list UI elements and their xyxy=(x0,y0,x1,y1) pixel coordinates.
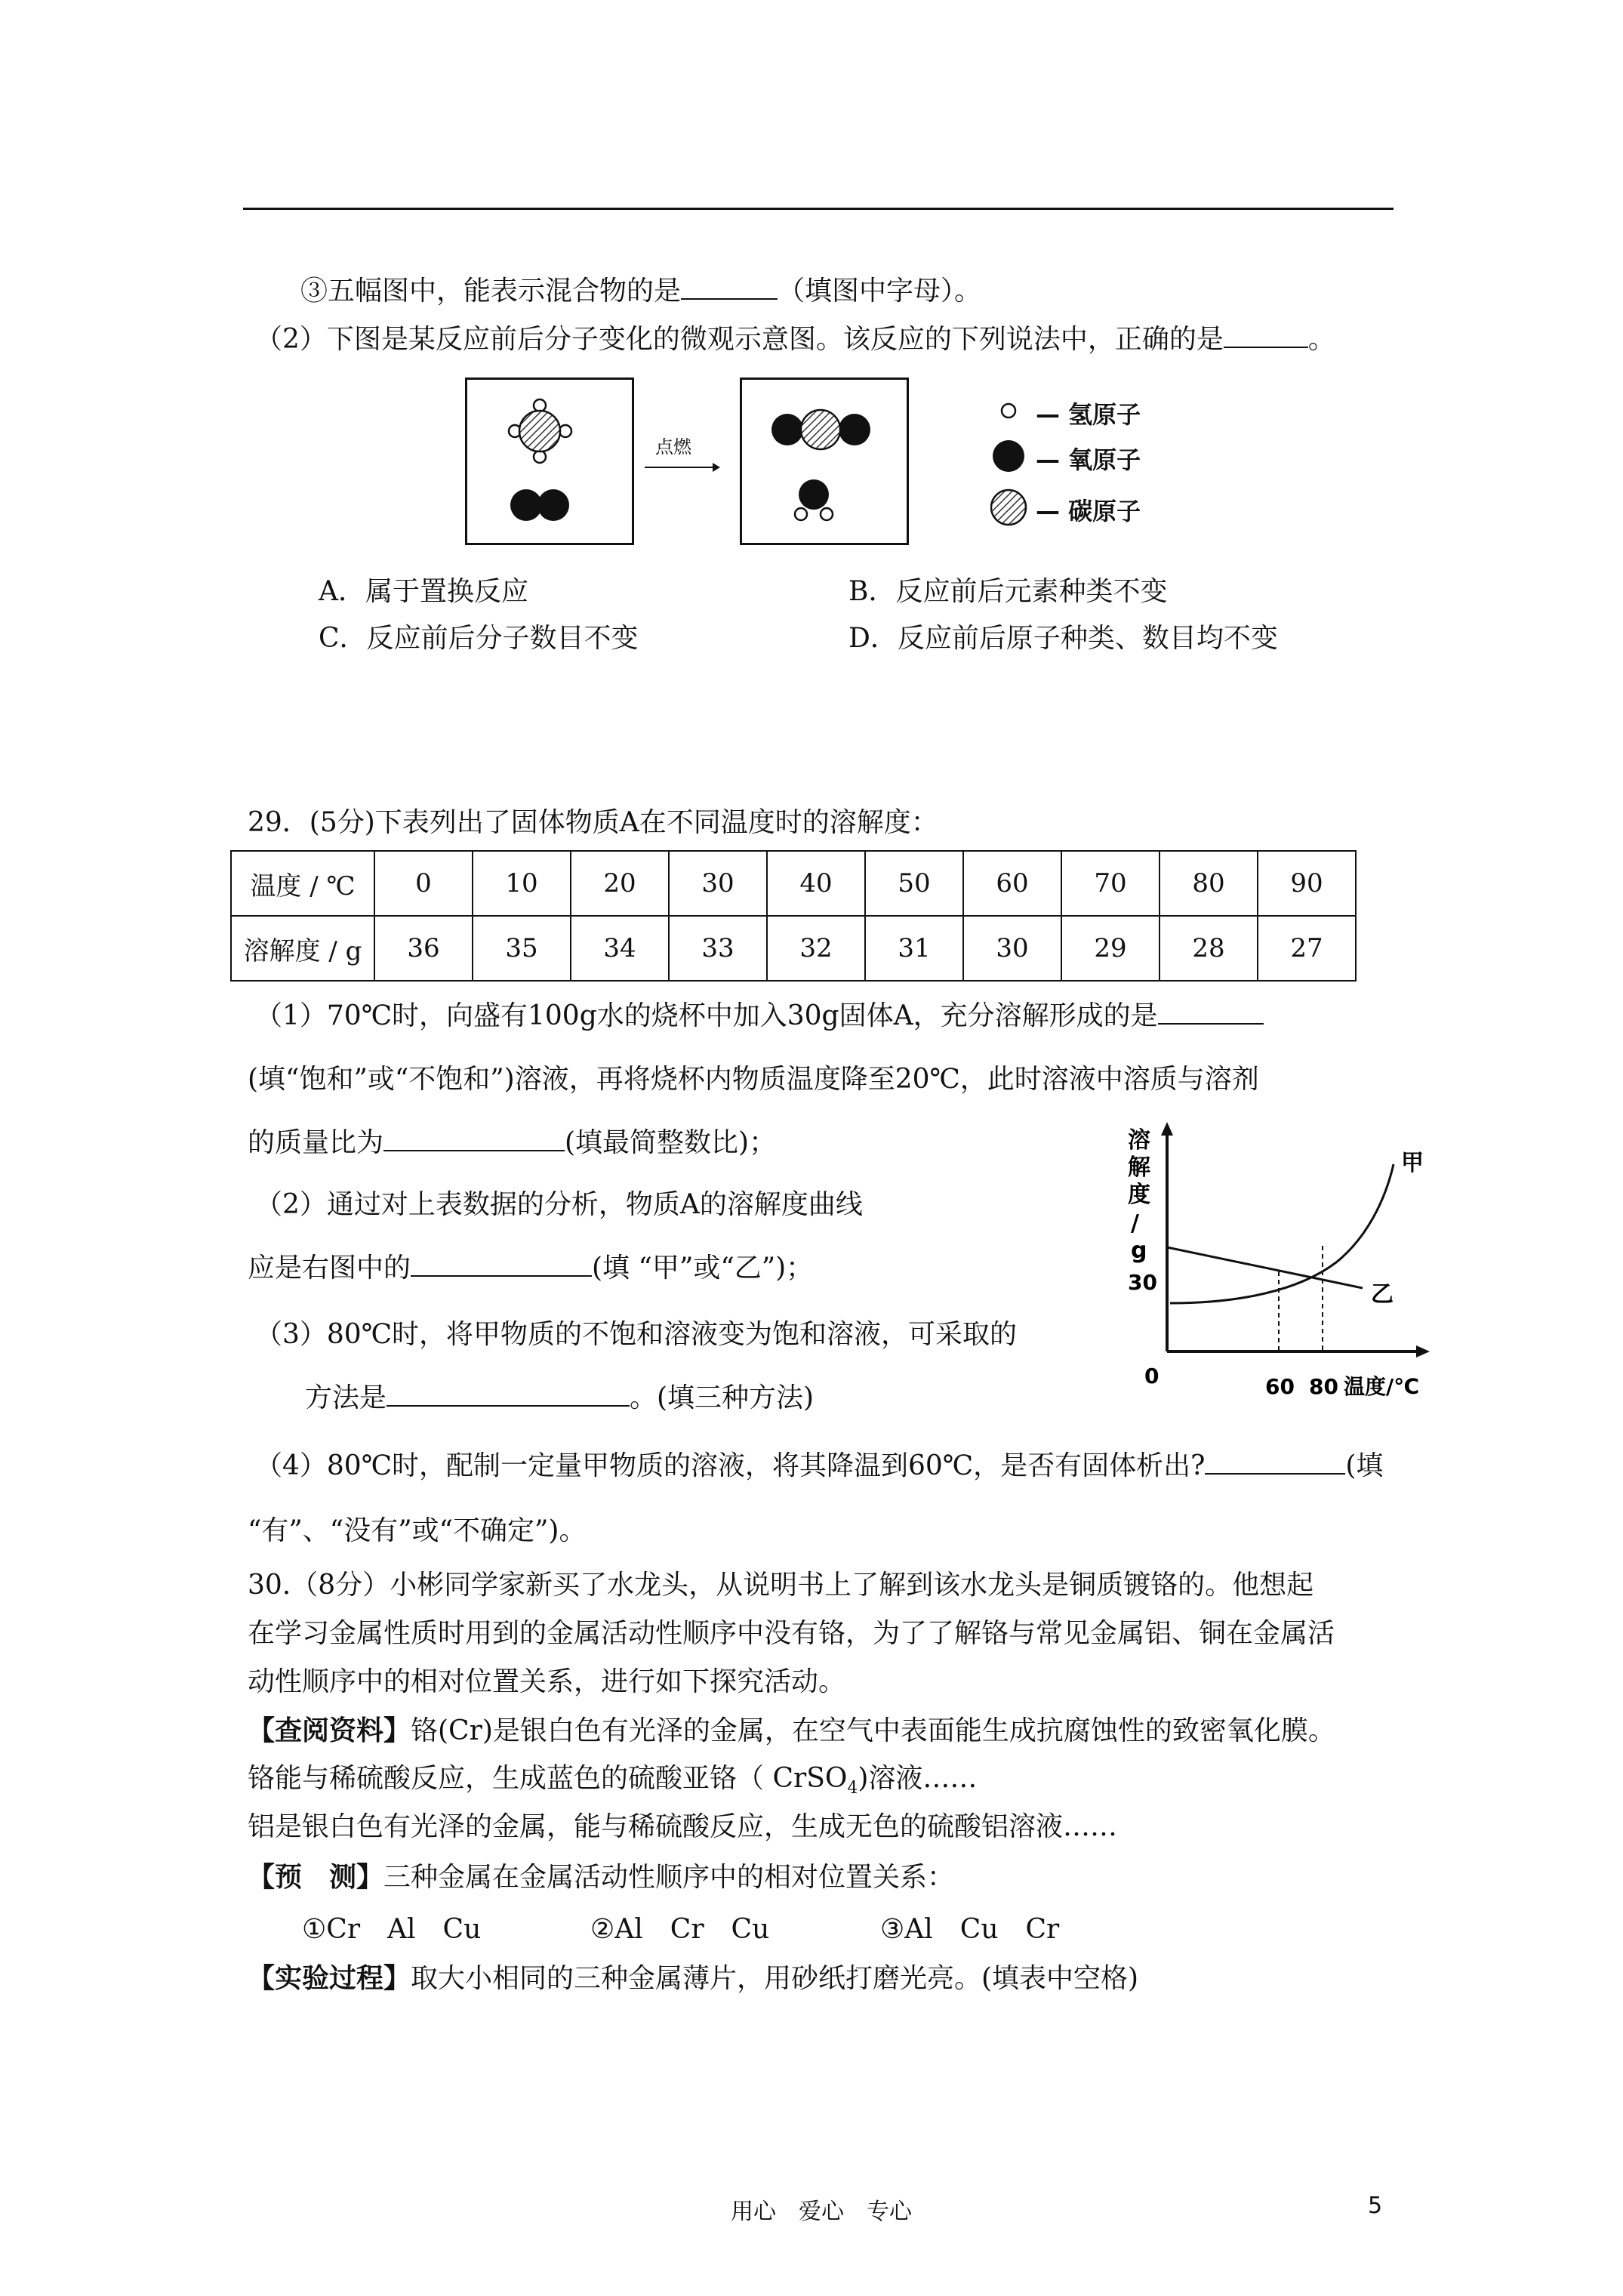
prediction-2: ②Al Cr Cu xyxy=(590,1914,770,1945)
table-cell: 28 xyxy=(1160,916,1258,981)
hydrogen-atom-icon xyxy=(1002,404,1015,418)
q29-p3b-tail: 。(填三种方法) xyxy=(630,1382,815,1413)
answer-blank[interactable] xyxy=(1224,324,1308,348)
header-rule xyxy=(243,208,1394,210)
option-d: D．反应前后原子种类、数目均不变 xyxy=(848,623,1278,654)
table-header-solubility: 溶解度 / g xyxy=(231,916,374,981)
x-tick-label: 80 xyxy=(1309,1374,1338,1399)
table-cell: 35 xyxy=(473,916,571,981)
x-tick-label: 60 xyxy=(1265,1374,1295,1399)
q29-p4a-text: （4）80℃时，配制一定量甲物质的溶液，将其降温到60℃，是否有固体析出? xyxy=(255,1450,1206,1481)
table-cell: 27 xyxy=(1258,916,1356,981)
curve-jia xyxy=(1170,1164,1394,1303)
q30-line4 xyxy=(248,1714,1335,1748)
q30-line5-text: 铬能与稀硫酸反应，生成蓝色的硫酸亚铬（ CrSO xyxy=(248,1763,848,1794)
table-cell: 10 xyxy=(473,851,571,916)
answer-blank[interactable] xyxy=(681,276,778,300)
section-tag-prediction: 【预 测】 xyxy=(248,1861,384,1893)
y-tick-label: 30 xyxy=(1128,1270,1157,1295)
table-cell: 30 xyxy=(963,916,1061,981)
hydrogen-atom xyxy=(795,508,807,520)
before-molecules xyxy=(467,380,632,543)
table-cell: 30 xyxy=(669,851,767,916)
oxygen-atom xyxy=(537,489,569,521)
ylabel-char: g xyxy=(1131,1237,1147,1264)
q30-line1: 30.（8分）小彬同学家新买了水龙头，从说明书上了解到该水龙头是铜质镀铬的。他想起 xyxy=(248,1570,1314,1601)
y-axis-arrow-icon xyxy=(1161,1122,1173,1136)
q28-line3-text: ③五幅图中，能表示混合物的是 xyxy=(300,276,682,307)
x-axis-arrow-icon xyxy=(1416,1345,1430,1358)
table-cell: 20 xyxy=(571,851,669,916)
q30-line6: 铝是银白色有光泽的金属，能与稀硫酸反应，生成无色的硫酸铝溶液…… xyxy=(248,1811,1118,1842)
legend-carbon: — 碳原子 xyxy=(1036,497,1141,525)
hydrogen-atom xyxy=(534,451,546,463)
q30-line2: 在学习金属性质时用到的金属活动性顺序中没有铬，为了了解铬与常见金属铝、铜在金属活 xyxy=(248,1618,1335,1649)
prediction-1: ①Cr Al Cu xyxy=(302,1914,482,1945)
page-number: 5 xyxy=(1368,2193,1383,2219)
q29-p4a xyxy=(255,1450,1383,1483)
q28-line3-tail: （填图中字母）。 xyxy=(778,276,982,307)
prediction-3: ③Al Cu Cr xyxy=(880,1914,1060,1945)
answer-blank[interactable] xyxy=(383,1127,565,1151)
q29-p2b xyxy=(248,1252,813,1285)
ylabel-char: / xyxy=(1131,1210,1139,1237)
table-cell: 70 xyxy=(1061,851,1160,916)
arrow-label: 点燃 xyxy=(655,436,691,458)
table-cell: 34 xyxy=(571,916,669,981)
q29-p2b-text: 应是右图中的 xyxy=(248,1253,411,1284)
after-reaction-box xyxy=(740,378,909,545)
answer-blank[interactable] xyxy=(1158,1000,1264,1025)
q29-p3b-text: 方法是 xyxy=(305,1382,387,1413)
q29-p1a xyxy=(255,1000,1264,1033)
table-cell: 31 xyxy=(865,916,963,981)
table-cell: 32 xyxy=(767,916,865,981)
q28-part2 xyxy=(255,323,1335,356)
q29-p1c-tail: (填最简整数比)； xyxy=(565,1127,777,1158)
subscript: 4 xyxy=(847,1779,858,1798)
q30-line7-text: 三种金属在金属活动性顺序中的相对位置关系： xyxy=(383,1862,955,1893)
q30-line9 xyxy=(248,1962,1138,1996)
oxygen-atom xyxy=(510,489,542,521)
section-tag-experiment: 【实验过程】 xyxy=(248,1962,411,1994)
legend-oxygen: — 氧原子 xyxy=(1036,445,1141,474)
q29-p4a-tail: (填 xyxy=(1345,1450,1384,1481)
solubility-table xyxy=(230,850,1357,982)
oxygen-atom xyxy=(799,479,829,510)
arrow-icon xyxy=(643,458,722,476)
oxygen-atom xyxy=(771,414,803,445)
atom-legend xyxy=(990,393,1217,544)
q30-line5-tail: )溶液…… xyxy=(858,1763,978,1794)
oxygen-atom xyxy=(839,414,870,445)
q29-p2a: （2）通过对上表数据的分析，物质A的溶解度曲线 xyxy=(255,1189,863,1220)
table-cell: 50 xyxy=(865,851,963,916)
q29-p2b-tail: (填 “甲”或“乙”)； xyxy=(592,1253,814,1284)
q29-p1c xyxy=(248,1126,776,1160)
q30-line3: 动性顺序中的相对位置关系，进行如下探究活动。 xyxy=(248,1666,846,1697)
option-c: C．反应前后分子数目不变 xyxy=(319,623,639,654)
table-cell: 33 xyxy=(669,916,767,981)
q30-line7 xyxy=(248,1860,954,1894)
option-a: A．属于置换反应 xyxy=(319,576,528,607)
section-tag-reference: 【查阅资料】 xyxy=(248,1715,411,1746)
carbon-atom xyxy=(801,410,840,449)
reaction-arrow xyxy=(643,432,722,477)
hydrogen-atom xyxy=(821,508,833,520)
solubility-curve-graph xyxy=(1117,1117,1449,1412)
curve-jia-label: 甲 xyxy=(1401,1150,1424,1176)
q29-p3b xyxy=(305,1382,814,1415)
table-cell: 60 xyxy=(963,851,1061,916)
hydrogen-atom xyxy=(534,399,546,411)
q29-intro: 29．(5分)下表列出了固体物质A在不同温度时的溶解度： xyxy=(248,807,938,838)
origin-label: 0 xyxy=(1144,1364,1160,1388)
after-molecules xyxy=(742,380,907,543)
footer-motto: 用心 爱心 专心 xyxy=(731,2199,912,2225)
q28-part2-tail: 。 xyxy=(1307,324,1335,355)
curve-yi-label: 乙 xyxy=(1371,1281,1394,1308)
table-row-temperature xyxy=(231,851,1356,916)
legend-hydrogen: — 氢原子 xyxy=(1036,400,1141,429)
q28-part2-text: （2）下图是某反应前后分子变化的微观示意图。该反应的下列说法中，正确的是 xyxy=(255,324,1224,355)
q29-p3a: （3）80℃时，将甲物质的不饱和溶液变为饱和溶液，可采取的 xyxy=(255,1319,1017,1350)
table-cell: 90 xyxy=(1258,851,1356,916)
table-row-solubility xyxy=(231,916,1356,981)
q28-line3 xyxy=(300,275,981,308)
carbon-atom xyxy=(519,411,560,451)
table-cell: 40 xyxy=(767,851,865,916)
carbon-atom-icon xyxy=(991,490,1026,525)
answer-blank[interactable] xyxy=(387,1382,630,1407)
q29-p1c-text: 的质量比为 xyxy=(248,1127,384,1158)
curve-yi xyxy=(1167,1247,1363,1288)
answer-blank[interactable] xyxy=(411,1253,592,1277)
ylabel-char: 度 xyxy=(1128,1182,1150,1208)
q29-p4b: “有”、“没有”或“不确定”)。 xyxy=(248,1515,587,1546)
q30-line4-text: 铬(Cr)是银白色有光泽的金属，在空气中表面能生成抗腐蚀性的致密氧化膜。 xyxy=(411,1715,1335,1746)
table-cell: 29 xyxy=(1061,916,1160,981)
answer-blank[interactable] xyxy=(1205,1450,1345,1475)
q30-line9-text: 取大小相同的三种金属薄片，用砂纸打磨光亮。(填表中空格) xyxy=(411,1963,1139,1994)
ylabel-char: 溶 xyxy=(1128,1127,1150,1154)
table-cell: 36 xyxy=(374,916,473,981)
option-b: B．反应前后元素种类不变 xyxy=(848,576,1168,607)
table-cell: 80 xyxy=(1160,851,1258,916)
q30-line5 xyxy=(248,1762,977,1805)
hydrogen-atom xyxy=(559,425,571,437)
oxygen-atom-icon xyxy=(993,440,1024,472)
ylabel-char: 解 xyxy=(1128,1154,1150,1181)
q29-p1b: (填“饱和”或“不饱和”)溶液，再将烧杯内物质温度降至20℃，此时溶液中溶质与溶剂 xyxy=(248,1064,1259,1095)
q29-p1a-text: （1）70℃时，向盛有100g水的烧杯中加入30g固体A，充分溶解形成的是 xyxy=(255,1000,1158,1031)
table-header-temperature: 温度 / ℃ xyxy=(231,851,374,916)
x-axis-label: 温度/℃ xyxy=(1344,1374,1420,1399)
before-reaction-box xyxy=(465,378,634,545)
table-cell: 0 xyxy=(374,851,473,916)
